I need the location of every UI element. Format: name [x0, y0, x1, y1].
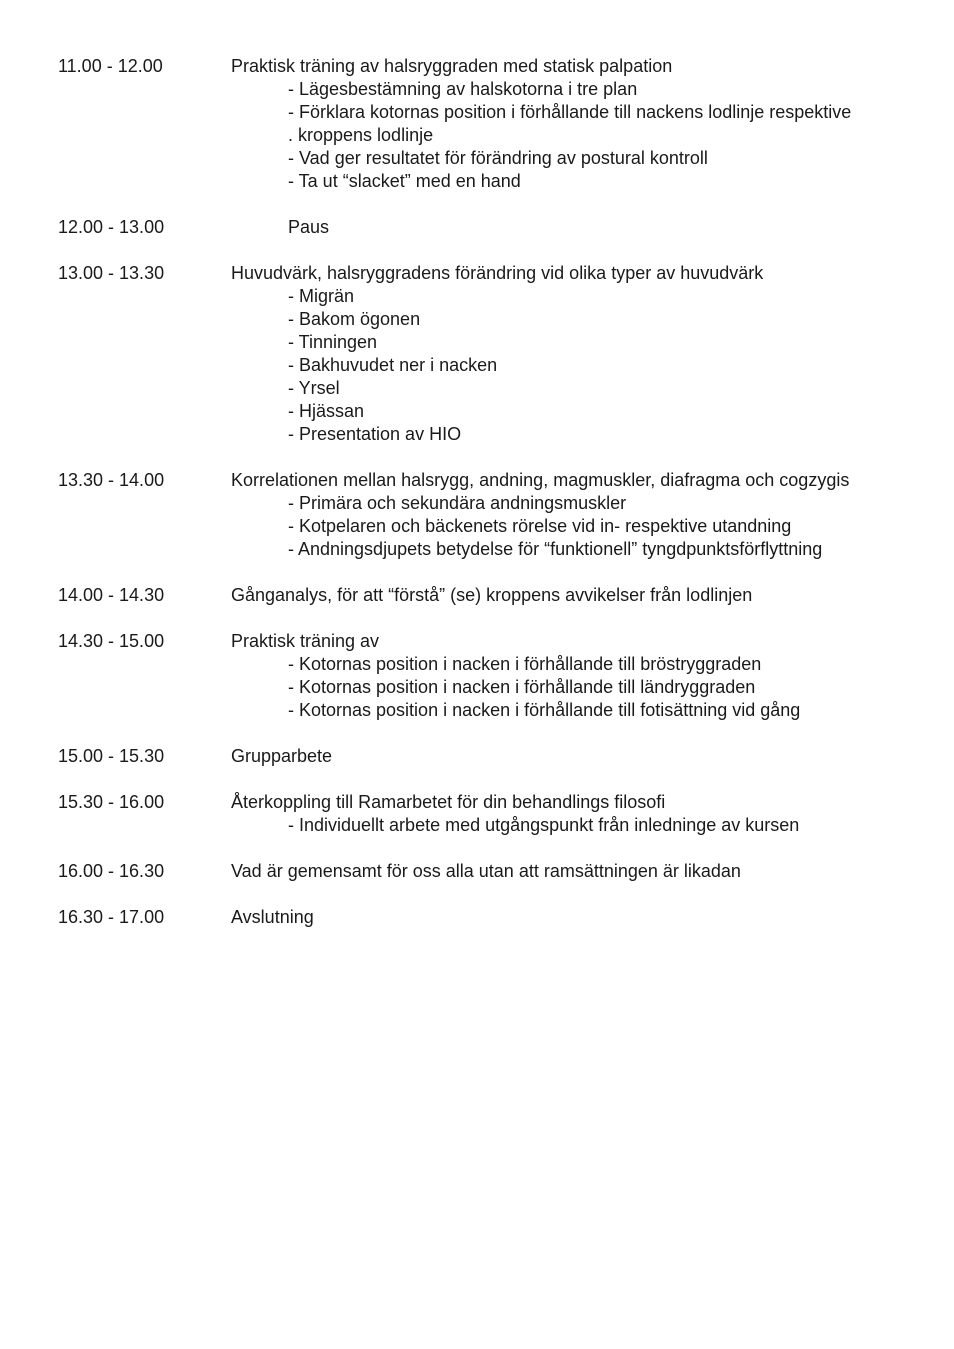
session-title: Praktisk träning av — [231, 631, 380, 651]
session-title: Huvudvärk, halsryggradens förändring vid olika typer av huvudvärk — [231, 263, 764, 283]
session-subitem: - Kotornas position i nacken i förhållande till bröstryggraden — [288, 654, 762, 674]
session-title: Praktisk träning av halsryggraden med statisk palpation — [231, 56, 673, 76]
session-subitem: - Presentation av HIO — [288, 424, 462, 444]
session-subitem: - Lägesbestämning av halskotorna i tre plan — [288, 79, 638, 99]
session-subitems — [58, 285, 938, 446]
time-slot: 11.00 - 12.00 — [58, 56, 163, 76]
time-slot: 16.00 - 16.30 — [58, 861, 165, 881]
session-subitem: - Individuellt arbete med utgångspunkt från inledninge av kursen — [288, 815, 800, 835]
session-title: Återkoppling till Ramarbetet för din behandlings filosofi — [231, 792, 666, 812]
session-subitem: . kroppens lodlinje — [288, 125, 434, 145]
session-subitems — [58, 814, 938, 837]
session-subitem: - Kotornas position i nacken i förhållande till ländryggraden — [288, 677, 756, 697]
session-subitem: - Ta ut “slacket” med en hand — [288, 171, 521, 191]
session-subitem: - Yrsel — [288, 378, 340, 398]
session-subitem: - Andningsdjupets betydelse för “funktionell” tyngdpunktsförflyttning — [288, 539, 823, 559]
time-slot: 13.30 - 14.00 — [58, 470, 165, 490]
session-subitem: - Vad ger resultatet för förändring av postural kontroll — [288, 148, 708, 168]
schedule-entry — [58, 584, 938, 607]
session-subitems — [58, 653, 938, 722]
time-slot: 14.30 - 15.00 — [58, 631, 165, 651]
session-title: Gånganalys, för att “förstå” (se) kroppens avvikelser från lodlinjen — [231, 585, 753, 605]
session-subitem: - Förklara kotornas position i förhållande till nackens lodlinje respektive — [288, 102, 852, 122]
session-title: Paus — [288, 217, 330, 237]
time-slot: 15.30 - 16.00 — [58, 792, 165, 812]
session-subitem: - Tinningen — [288, 332, 378, 352]
schedule-entry — [58, 469, 938, 561]
schedule-entry — [58, 906, 938, 929]
schedule-list — [58, 55, 938, 952]
session-title: Korrelationen mellan halsrygg, andning, magmuskler, diafragma och cogzygis — [231, 470, 850, 490]
session-subitems — [58, 492, 938, 561]
time-slot: 12.00 - 13.00 — [58, 217, 165, 237]
session-subitems — [58, 78, 938, 193]
session-title: Avslutning — [231, 907, 314, 927]
schedule-entry — [58, 216, 938, 239]
session-subitem: - Bakom ögonen — [288, 309, 421, 329]
schedule-entry — [58, 791, 938, 837]
session-subitem: - Bakhuvudet ner i nacken — [288, 355, 498, 375]
session-subitem: - Kotpelaren och bäckenets rörelse vid in- respektive utandning — [288, 516, 792, 536]
time-slot: 15.00 - 15.30 — [58, 746, 165, 766]
session-subitem: - Hjässan — [288, 401, 365, 421]
schedule-entry — [58, 745, 938, 768]
time-slot: 14.00 - 14.30 — [58, 585, 165, 605]
schedule-entry — [58, 55, 938, 193]
schedule-entry — [58, 630, 938, 722]
schedule-entry — [58, 262, 938, 446]
session-subitem: - Primära och sekundära andningsmuskler — [288, 493, 627, 513]
time-slot: 16.30 - 17.00 — [58, 907, 165, 927]
time-slot: 13.00 - 13.30 — [58, 263, 165, 283]
session-title: Grupparbete — [231, 746, 333, 766]
schedule-entry — [58, 860, 938, 883]
session-subitem: - Kotornas position i nacken i förhållande till fotisättning vid gång — [288, 700, 801, 720]
session-title: Vad är gemensamt för oss alla utan att ramsättningen är likadan — [231, 861, 741, 881]
session-subitem: - Migrän — [288, 286, 355, 306]
